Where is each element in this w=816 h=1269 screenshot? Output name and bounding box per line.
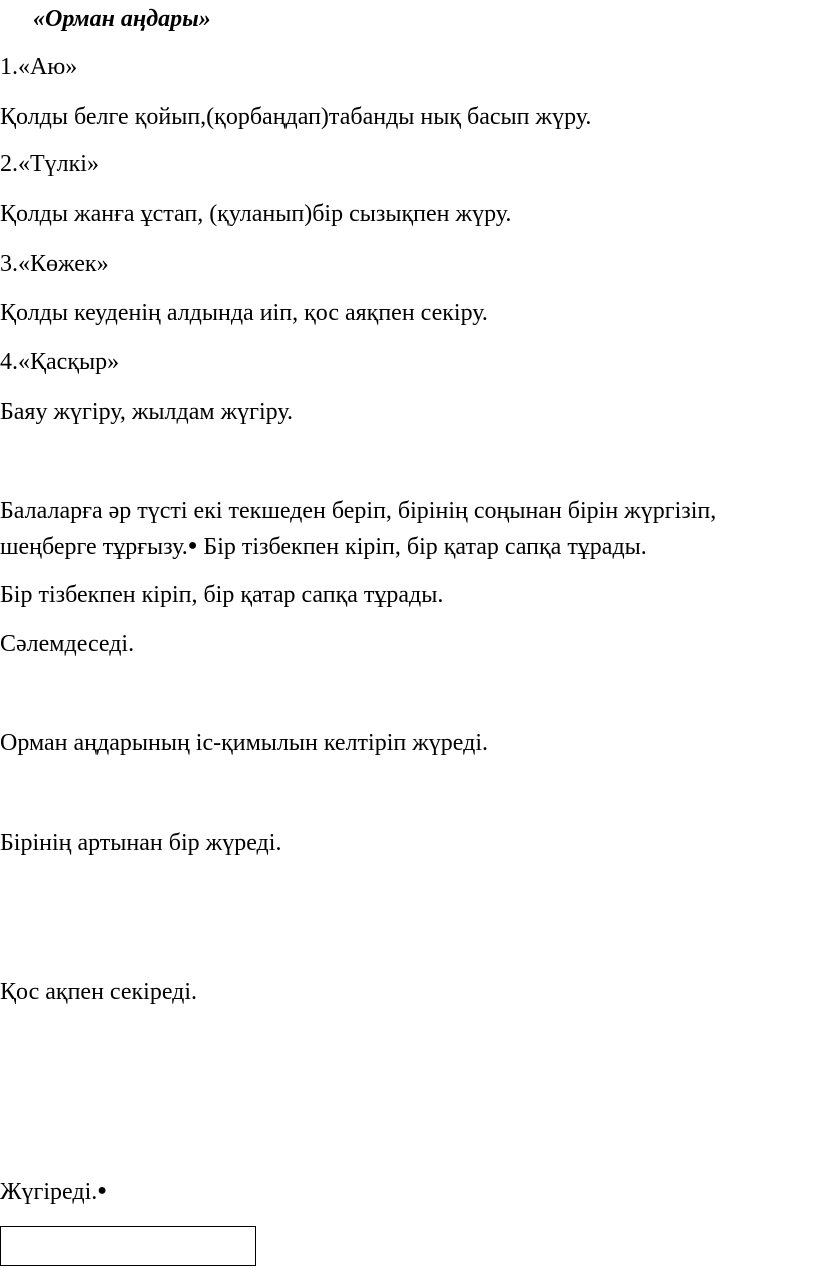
- line-e: Қос ақпен секіреді.: [0, 979, 198, 1005]
- paragraph-line-2: [0, 531, 647, 562]
- line-a: Бір тізбекпен кіріп, бір қатар сапқа тұрады.: [0, 582, 444, 608]
- item-text-1: Қолды белге қойып,(қорбаңдап)табанды нық басып жүру.: [0, 104, 592, 130]
- item-heading-3: 3.«Көжек»: [0, 251, 109, 277]
- empty-box: [0, 1226, 256, 1266]
- line-d: Бірінің артынан бір жүреді.: [0, 830, 282, 856]
- bullet-icon: ●: [187, 537, 198, 554]
- document-title: «Орман аңдары»: [33, 6, 211, 32]
- item-text-3: Қолды кеуденің алдында иіп, қос аяқпен секіру.: [0, 300, 488, 326]
- paragraph-line-1: Балаларға әр түсті екі текшеден беріп, бірінің соңынан бірін жүргізіп,: [0, 498, 717, 524]
- item-heading-1: 1.«Аю»: [0, 54, 78, 80]
- paragraph-line-2-end: Бір тізбекпен кіріп, бір қатар сапқа тұрады.: [197, 534, 647, 560]
- item-text-4: Баяу жүгіру, жылдам жүгіру.: [0, 399, 293, 425]
- item-heading-2: 2.«Түлкі»: [0, 151, 99, 177]
- bullet-icon: ●: [97, 1182, 107, 1199]
- line-c: Орман аңдарының іс-қимылын келтіріп жүреді.: [0, 730, 489, 756]
- item-text-2: Қолды жанға ұстап, (қуланып)бір сызықпен жүру.: [0, 201, 512, 227]
- line-f: [0, 1176, 107, 1207]
- paragraph-line-2-start: шеңберге тұрғызу.: [0, 534, 188, 560]
- line-b: Сәлемдеседі.: [0, 631, 135, 657]
- item-heading-4: 4.«Қасқыр»: [0, 349, 120, 375]
- line-f-text: Жүгіреді.: [0, 1179, 98, 1205]
